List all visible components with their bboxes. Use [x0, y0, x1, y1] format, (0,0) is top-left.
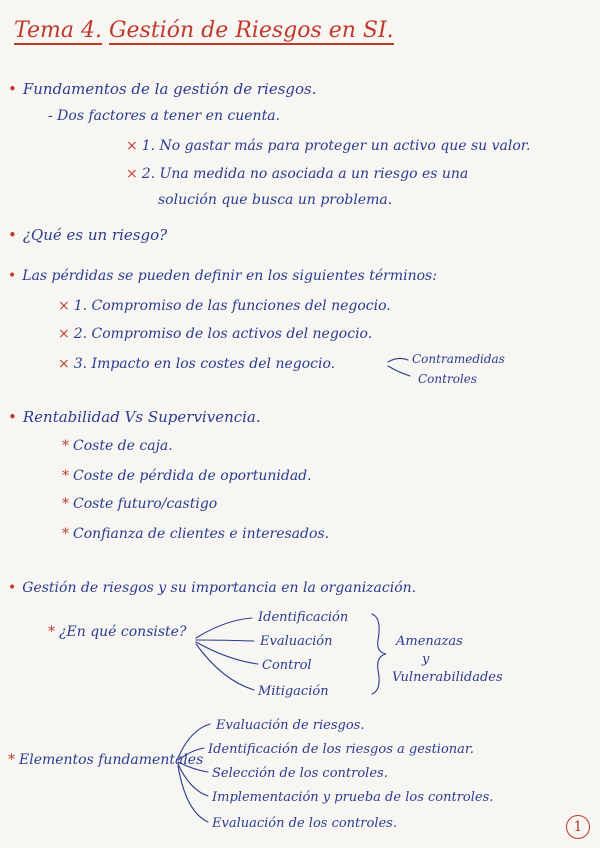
section-fundamentals: • Fundamentos de la gestión de riesgos.: [8, 80, 317, 98]
vulnerabilities-label: Vulnerabilidades: [392, 670, 503, 685]
cost-item-4: * Confianza de clientes e interesados.: [62, 526, 330, 542]
cost-item-1: * Coste de caja.: [62, 438, 173, 454]
arrow-evaluation: [196, 640, 254, 641]
branch-identification: Identificación: [258, 610, 349, 625]
and-label: y: [422, 652, 430, 667]
factors-subheading: - Dos factores a tener en cuenta.: [48, 108, 280, 124]
right-brace: [372, 614, 386, 694]
consists-question: * ¿En qué consiste?: [48, 624, 187, 640]
section-what-is-risk: • ¿Qué es un riesgo?: [8, 226, 168, 244]
section-fundamentals-heading: Fundamentos de la gestión de riesgos.: [22, 80, 317, 98]
element-control-evaluation: Evaluación de los controles.: [212, 816, 397, 831]
loss-branch-controls: Controles: [418, 372, 478, 386]
branch-mitigation: Mitigación: [258, 684, 329, 699]
title-main: Gestión de Riesgos en SI.: [108, 18, 394, 43]
title-prefix: Tema 4.: [14, 18, 102, 43]
element-control-implementation: Implementación y prueba de los controles.: [212, 790, 494, 805]
branch-control: Control: [262, 658, 312, 673]
branch-evaluation: Evaluación: [260, 634, 333, 649]
element-risk-evaluation: Evaluación de riesgos.: [216, 718, 365, 733]
arrow-mitigation: [196, 644, 254, 690]
loss-arrow-top: [388, 358, 408, 362]
element-risk-identification: Identificación de los riesgos a gestionar.: [208, 742, 474, 757]
element-control-selection: Selección de los controles.: [212, 766, 388, 781]
loss-item-2: × 2. Compromiso de los activos del negocio.: [58, 326, 373, 342]
loss-arrow-bottom: [388, 366, 410, 376]
section-profitability: • Rentabilidad Vs Supervivencia.: [8, 408, 261, 426]
loss-branch-countermeasures: Contramedidas: [412, 352, 505, 366]
arrow-identification: [196, 618, 252, 638]
section-risk-management: • Gestión de riesgos y su importancia en la organización.: [8, 580, 417, 596]
page-number: 1: [566, 815, 590, 839]
loss-item-3: × 3. Impacto en los costes del negocio.: [58, 356, 336, 372]
section-losses: • Las pérdidas se pueden definir en los siguientes términos:: [8, 268, 437, 284]
arrow-el-1: [178, 724, 210, 758]
loss-item-1: × 1. Compromiso de las funciones del negocio.: [58, 298, 391, 314]
cost-item-2: * Coste de pérdida de oportunidad.: [62, 468, 312, 484]
cost-item-3: * Coste futuro/castigo: [62, 496, 218, 512]
arrow-control: [196, 642, 258, 664]
factor-item-2-cont: solución que busca un problema.: [158, 192, 393, 208]
arrow-el-3: [178, 762, 208, 772]
section-fundamental-elements: * Elementos fundamentales: [8, 752, 204, 768]
factor-item-1: × 1. No gastar más para proteger un activo que su valor.: [126, 138, 531, 154]
factor-item-2: × 2. Una medida no asociada a un riesgo es una: [126, 166, 469, 182]
threats-label: Amenazas: [396, 634, 463, 649]
